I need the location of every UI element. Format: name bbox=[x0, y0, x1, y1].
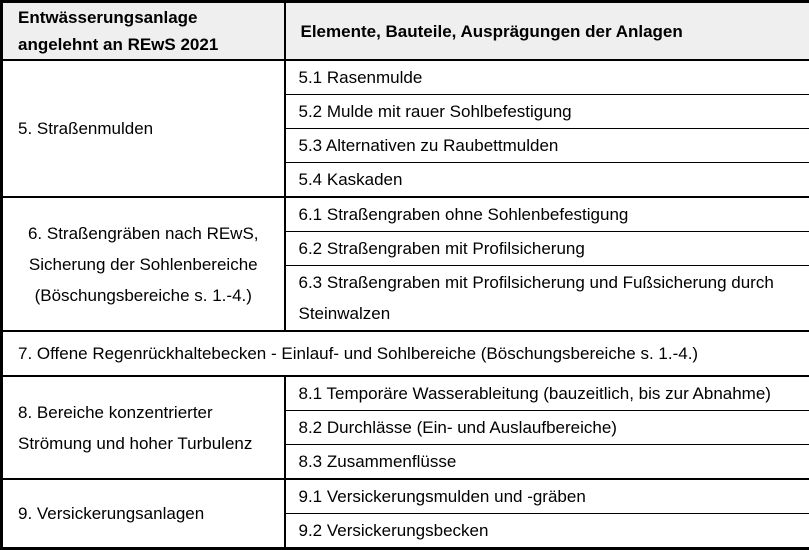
table-row bbox=[2, 376, 809, 411]
item-cell-6-3: 6.3 Straßengraben mit Profilsicherung und Fußsicherung durch Steinwalzen bbox=[285, 266, 809, 332]
item-cell-5-2: 5.2 Mulde mit rauer Sohlbefestigung bbox=[285, 95, 809, 129]
header-cell-elemente: Elemente, Bauteile, Ausprägungen der Anlagen bbox=[285, 2, 809, 61]
item-cell-9-2: 9.2 Versickerungsbecken bbox=[285, 514, 809, 549]
item-cell-9-1: 9.1 Versickerungsmulden und -gräben bbox=[285, 479, 809, 514]
table-row bbox=[2, 331, 809, 376]
section-5-label-cell: 5. Straßenmulden bbox=[2, 60, 285, 197]
item-cell-6-2: 6.2 Straßengraben mit Profilsicherung bbox=[285, 232, 809, 266]
item-cell-5-3: 5.3 Alternativen zu Raubettmulden bbox=[285, 129, 809, 163]
table-header-row bbox=[2, 2, 809, 61]
table-row bbox=[2, 60, 809, 95]
table-row bbox=[2, 479, 809, 514]
item-cell-8-2: 8.2 Durchlässe (Ein- und Auslaufbereiche) bbox=[285, 411, 809, 445]
section-6-label-cell: 6. Straßengräben nach REwS, Sicherung der Sohlenbereiche (Böschungsbereiche s. 1.-4.) bbox=[2, 197, 285, 331]
table-row bbox=[2, 197, 809, 232]
section-9-label-cell: 9. Versickerungsanlagen bbox=[2, 479, 285, 549]
item-cell-5-4: 5.4 Kaskaden bbox=[285, 163, 809, 198]
section-8-label-cell: 8. Bereiche konzentrierter Strömung und hoher Turbulenz bbox=[2, 376, 285, 479]
section-7-merged-cell: 7. Offene Regenrückhaltebecken - Einlauf- und Sohlbereiche (Böschungsbereiche s. 1.-4.) bbox=[2, 331, 809, 376]
item-cell-8-3: 8.3 Zusammenflüsse bbox=[285, 445, 809, 480]
item-cell-8-1: 8.1 Temporäre Wasserableitung (bauzeitlich, bis zur Abnahme) bbox=[285, 376, 809, 411]
item-cell-6-1: 6.1 Straßengraben ohne Sohlenbefestigung bbox=[285, 197, 809, 232]
header-cell-anlage: Entwässerungsanlage angelehnt an REwS 2021 bbox=[2, 2, 285, 61]
item-cell-5-1: 5.1 Rasenmulde bbox=[285, 60, 809, 95]
